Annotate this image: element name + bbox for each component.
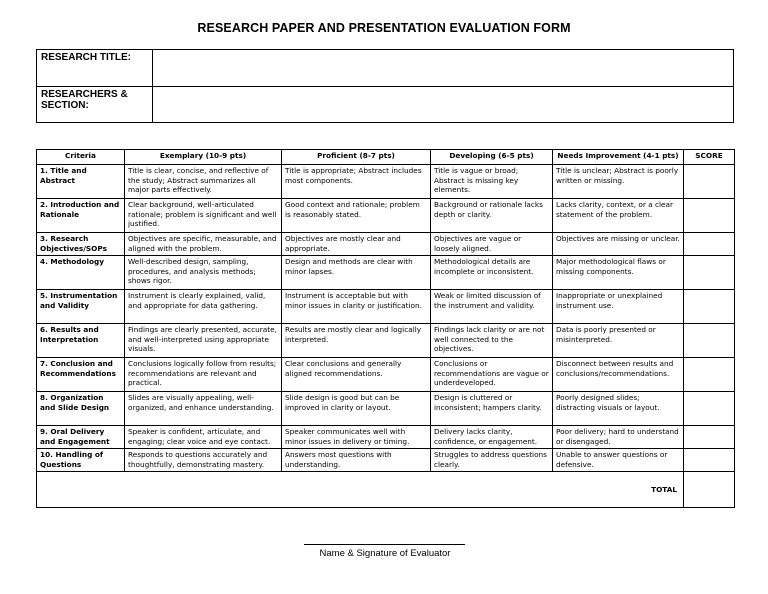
proficient-cell: Design and methods are clear with minor lapses. <box>282 256 431 290</box>
score-cell[interactable] <box>684 165 735 199</box>
score-cell[interactable] <box>684 256 735 290</box>
developing-cell: Findings lack clarity or are not well connected to the objectives. <box>431 324 553 358</box>
criteria-cell: 3. Research Objectives/SOPs <box>37 233 125 256</box>
proficient-cell: Good context and rationale; problem is reasonably stated. <box>282 199 431 233</box>
form-title: RESEARCH PAPER AND PRESENTATION EVALUATION FORM <box>197 21 571 35</box>
developing-cell: Conclusions or recommendations are vague or underdeveloped. <box>431 358 553 392</box>
score-cell[interactable] <box>684 290 735 324</box>
developing-cell: Objectives are vague or loosely aligned. <box>431 233 553 256</box>
needs-improvement-cell: Objectives are missing or unclear. <box>553 233 684 256</box>
exemplary-cell: Title is clear, concise, and reflective of the study; Abstract summarizes all major parts effectively. <box>125 165 282 199</box>
header-needs-improvement: Needs Improvement (4-1 pts) <box>553 150 684 165</box>
score-cell[interactable] <box>684 449 735 472</box>
developing-cell: Background or rationale lacks depth or clarity. <box>431 199 553 233</box>
developing-cell: Weak or limited discussion of the instrument and validity. <box>431 290 553 324</box>
header-exemplary: Exemplary (10-9 pts) <box>125 150 282 165</box>
score-cell[interactable] <box>684 392 735 426</box>
total-score-cell[interactable] <box>684 472 735 508</box>
criteria-cell: 9. Oral Delivery and Engagement <box>37 426 125 449</box>
exemplary-cell: Well-described design, sampling, procedures, and analysis methods; shows rigor. <box>125 256 282 290</box>
rubric-row <box>37 233 735 256</box>
criteria-cell: 8. Organization and Slide Design <box>37 392 125 426</box>
score-cell[interactable] <box>684 426 735 449</box>
score-cell[interactable] <box>684 324 735 358</box>
needs-improvement-cell: Major methodological flaws or missing components. <box>553 256 684 290</box>
proficient-cell: Title is appropriate; Abstract includes most components. <box>282 165 431 199</box>
criteria-cell: 6. Results and Interpretation <box>37 324 125 358</box>
total-label: TOTAL <box>37 472 684 508</box>
proficient-cell: Instrument is acceptable but with minor issues in clarity or justification. <box>282 290 431 324</box>
header-proficient: Proficient (8-7 pts) <box>282 150 431 165</box>
criteria-cell: 4. Methodology <box>37 256 125 290</box>
rubric-row <box>37 324 735 358</box>
rubric-row <box>37 392 735 426</box>
needs-improvement-cell: Lacks clarity, context, or a clear statement of the problem. <box>553 199 684 233</box>
developing-cell: Design is cluttered or inconsistent; hampers clarity. <box>431 392 553 426</box>
research-title-field[interactable] <box>153 50 734 87</box>
needs-improvement-cell: Inappropriate or unexplained instrument use. <box>553 290 684 324</box>
evaluation-rubric-table <box>36 149 735 508</box>
score-cell[interactable] <box>684 233 735 256</box>
header-developing: Developing (6-5 pts) <box>431 150 553 165</box>
needs-improvement-cell: Disconnect between results and conclusions/recommendations. <box>553 358 684 392</box>
proficient-cell: Slide design is good but can be improved in clarity or layout. <box>282 392 431 426</box>
exemplary-cell: Speaker is confident, articulate, and engaging; clear voice and eye contact. <box>125 426 282 449</box>
rubric-row <box>37 199 735 233</box>
needs-improvement-cell: Unable to answer questions or defensive. <box>553 449 684 472</box>
header-score: SCORE <box>684 150 735 165</box>
exemplary-cell: Responds to questions accurately and thoughtfully, demonstrating mastery. <box>125 449 282 472</box>
criteria-cell: 10. Handling of Questions <box>37 449 125 472</box>
proficient-cell: Answers most questions with understanding. <box>282 449 431 472</box>
header-criteria: Criteria <box>37 150 125 165</box>
proficient-cell: Objectives are mostly clear and appropriate. <box>282 233 431 256</box>
criteria-cell: 2. Introduction and Rationale <box>37 199 125 233</box>
exemplary-cell: Findings are clearly presented, accurate, and well-interpreted using appropriate visuals. <box>125 324 282 358</box>
exemplary-cell: Objectives are specific, measurable, and aligned with the problem. <box>125 233 282 256</box>
developing-cell: Methodological details are incomplete or inconsistent. <box>431 256 553 290</box>
criteria-cell: 1. Title and Abstract <box>37 165 125 199</box>
rubric-row <box>37 256 735 290</box>
exemplary-cell: Clear background, well-articulated rationale; problem is significant and well justified. <box>125 199 282 233</box>
research-title-label: RESEARCH TITLE: <box>37 50 153 87</box>
needs-improvement-cell: Title is unclear; Abstract is poorly written or missing. <box>553 165 684 199</box>
needs-improvement-cell: Poor delivery; hard to understand or disengaged. <box>553 426 684 449</box>
exemplary-cell: Instrument is clearly explained, valid, and appropriate for data gathering. <box>125 290 282 324</box>
criteria-cell: 7. Conclusion and Recommendations <box>37 358 125 392</box>
score-cell[interactable] <box>684 199 735 233</box>
needs-improvement-cell: Poorly designed slides; distracting visuals or layout. <box>553 392 684 426</box>
rubric-row <box>37 165 735 199</box>
rubric-row <box>37 426 735 449</box>
signature-label: Name & Signature of Evaluator <box>319 548 451 559</box>
criteria-cell: 5. Instrumentation and Validity <box>37 290 125 324</box>
proficient-cell: Speaker communicates well with minor issues in delivery or timing. <box>282 426 431 449</box>
rubric-row <box>37 449 735 472</box>
exemplary-cell: Slides are visually appealing, well-organized, and enhance understanding. <box>125 392 282 426</box>
score-cell[interactable] <box>684 358 735 392</box>
signature-line <box>304 544 465 545</box>
researchers-field[interactable] <box>153 87 734 123</box>
researchers-label: RESEARCHERS & SECTION: <box>37 87 153 123</box>
developing-cell: Struggles to address questions clearly. <box>431 449 553 472</box>
needs-improvement-cell: Data is poorly presented or misinterpreted. <box>553 324 684 358</box>
rubric-row <box>37 290 735 324</box>
developing-cell: Delivery lacks clarity, confidence, or engagement. <box>431 426 553 449</box>
exemplary-cell: Conclusions logically follow from results; recommendations are relevant and practical. <box>125 358 282 392</box>
developing-cell: Title is vague or broad; Abstract is missing key elements. <box>431 165 553 199</box>
proficient-cell: Clear conclusions and generally aligned recommendations. <box>282 358 431 392</box>
rubric-row <box>37 358 735 392</box>
proficient-cell: Results are mostly clear and logically interpreted. <box>282 324 431 358</box>
research-info-table <box>36 49 734 123</box>
